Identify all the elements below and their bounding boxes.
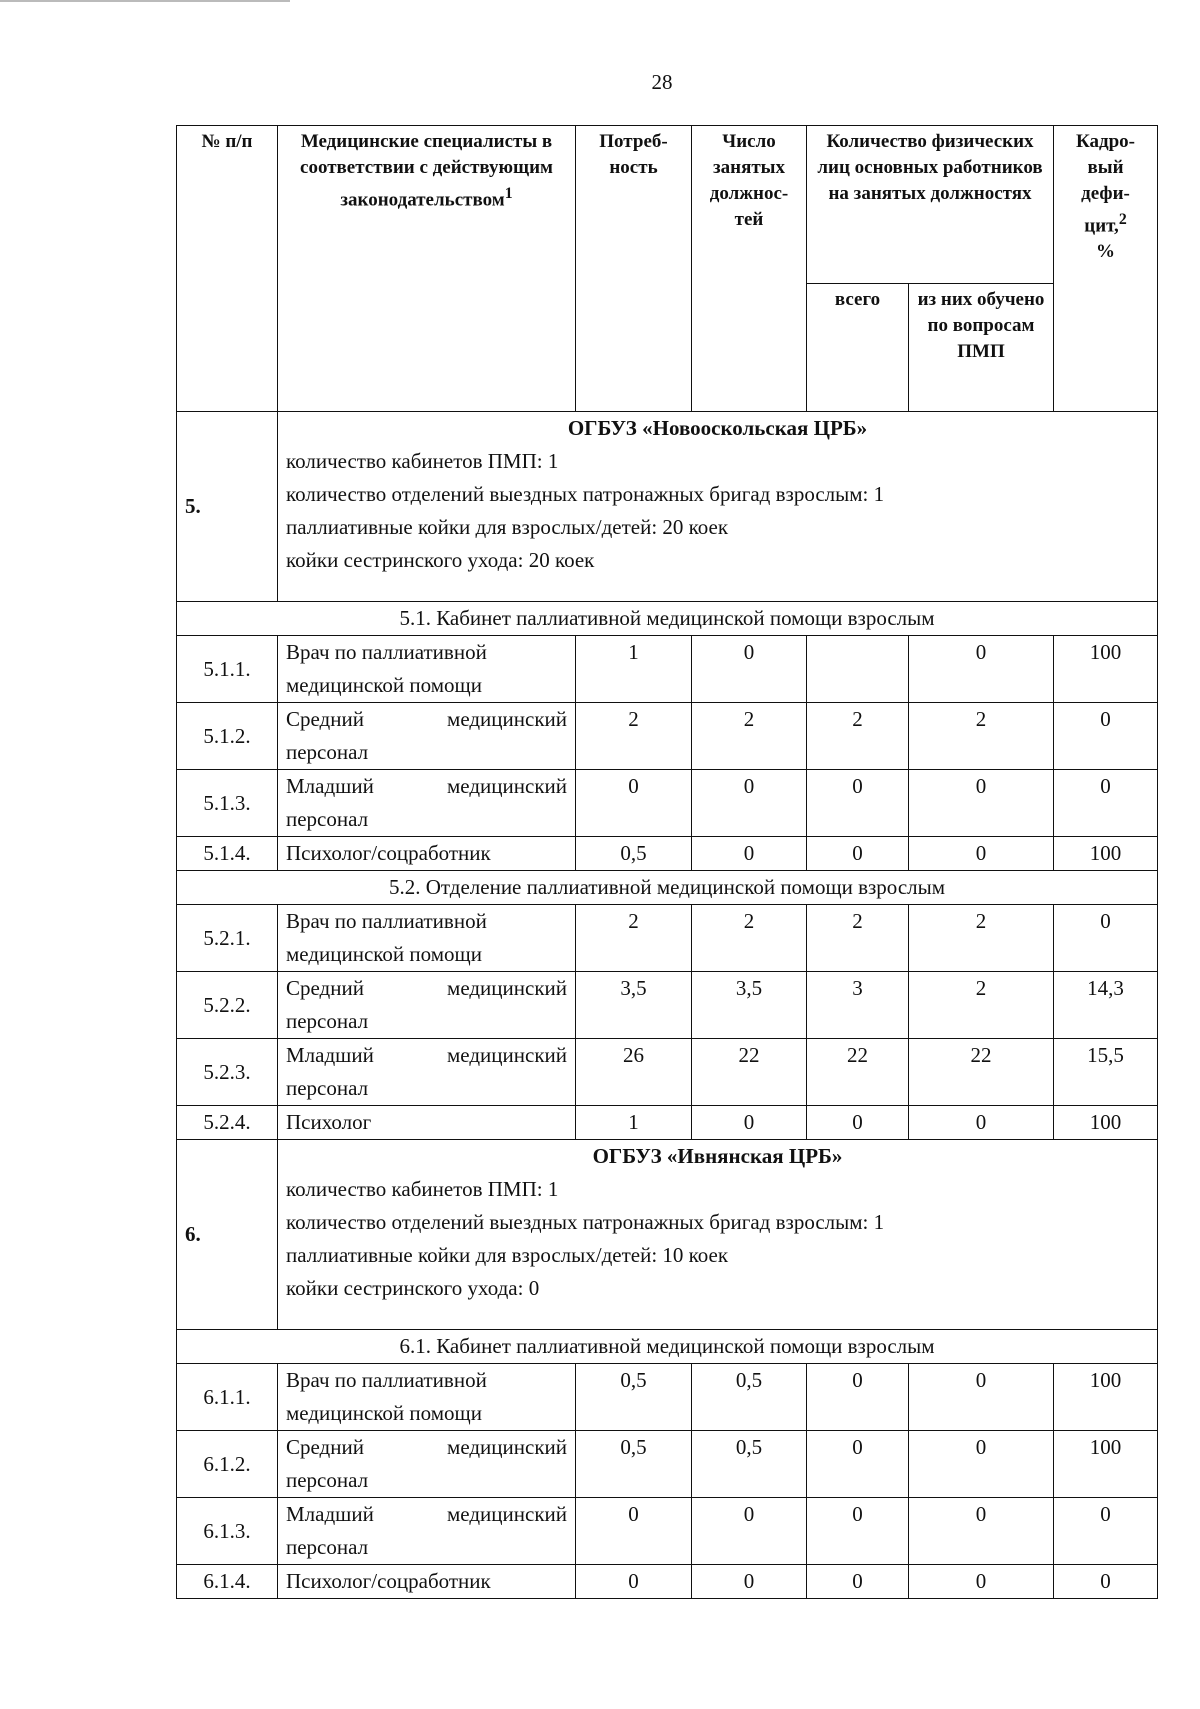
cell-occupied: 0 [692, 837, 807, 871]
cell-trained: 0 [909, 837, 1054, 871]
header-persons: Количество физических лиц основных работников на занятых должностях [807, 126, 1054, 284]
specialist-name [278, 1431, 576, 1498]
table-body [177, 412, 1158, 1599]
specialist-name [278, 1106, 576, 1140]
specialist-name-line: персонал [286, 1076, 369, 1100]
organization-info [278, 412, 1158, 602]
section-title: 5.2. Отделение паллиативной медицинской помощи взрослым [177, 871, 1158, 905]
scan-edge-line [0, 0, 290, 2]
cell-trained: 0 [909, 1431, 1054, 1498]
cell-trained: 2 [909, 703, 1054, 770]
cell-occupied: 2 [692, 905, 807, 972]
specialist-name-line: Средний медицинский [286, 1435, 567, 1459]
cell-deficit: 15,5 [1054, 1039, 1158, 1106]
cell-trained: 2 [909, 972, 1054, 1039]
cell-need: 0,5 [576, 1431, 692, 1498]
cell-deficit: 0 [1054, 1498, 1158, 1565]
cell-total: 2 [807, 703, 909, 770]
organization-row [177, 1140, 1158, 1330]
cell-total: 2 [807, 905, 909, 972]
specialist-name [278, 1498, 576, 1565]
organization-info-line: количество кабинетов ПМП: 1 [286, 449, 559, 473]
organization-info-line: количество отделений выездных патронажных бригад взрослым: 1 [286, 1210, 885, 1234]
row-number: 5.2.1. [177, 905, 278, 972]
cell-total: 0 [807, 837, 909, 871]
cell-trained: 2 [909, 905, 1054, 972]
table-row [177, 1498, 1158, 1565]
cell-deficit: 0 [1054, 770, 1158, 837]
cell-occupied: 0 [692, 636, 807, 703]
organization-name: ОГБУЗ «Новооскольская ЦРБ» [567, 416, 868, 440]
section-title-row [177, 1330, 1158, 1364]
cell-total: 0 [807, 770, 909, 837]
staffing-table [176, 125, 1158, 1599]
cell-total: 0 [807, 1364, 909, 1431]
row-number: 6.1.1. [177, 1364, 278, 1431]
organization-info-line: количество отделений выездных патронажных бригад взрослым: 1 [286, 482, 885, 506]
cell-deficit: 100 [1054, 1364, 1158, 1431]
specialist-name-line: медицинской помощи [286, 1401, 482, 1425]
specialist-name-line: Психолог/соцработник [286, 841, 491, 865]
cell-need: 1 [576, 636, 692, 703]
cell-total: 0 [807, 1565, 909, 1599]
table-row [177, 703, 1158, 770]
header-trained: из них обучено по вопросам ПМП [909, 284, 1054, 412]
row-number: 5.2.2. [177, 972, 278, 1039]
table-row [177, 1431, 1158, 1498]
specialist-name [278, 1039, 576, 1106]
cell-need: 2 [576, 703, 692, 770]
specialist-name [278, 703, 576, 770]
organization-name: ОГБУЗ «Ивнянская ЦРБ» [592, 1144, 843, 1168]
organization-number: 5. [177, 412, 278, 602]
specialist-name [278, 1565, 576, 1599]
cell-occupied: 3,5 [692, 972, 807, 1039]
cell-deficit: 14,3 [1054, 972, 1158, 1039]
specialist-name [278, 837, 576, 871]
specialist-name-line: Врач по паллиативной [286, 909, 487, 933]
table-row [177, 1565, 1158, 1599]
specialist-name-line: Младший медицинский [286, 1502, 567, 1526]
table-row [177, 770, 1158, 837]
cell-trained: 0 [909, 636, 1054, 703]
specialist-name-line: Психолог [286, 1110, 372, 1134]
specialist-name-line: медицинской помощи [286, 942, 482, 966]
cell-need: 0,5 [576, 1364, 692, 1431]
cell-deficit: 0 [1054, 1565, 1158, 1599]
cell-total: 0 [807, 1498, 909, 1565]
cell-total [807, 636, 909, 703]
cell-need: 2 [576, 905, 692, 972]
cell-occupied: 0,5 [692, 1431, 807, 1498]
cell-need: 0,5 [576, 837, 692, 871]
specialist-name-line: Младший медицинский [286, 1043, 567, 1067]
table-row [177, 972, 1158, 1039]
cell-need: 26 [576, 1039, 692, 1106]
cell-trained: 0 [909, 770, 1054, 837]
organization-info-line: паллиативные койки для взрослых/детей: 10 коек [286, 1243, 729, 1267]
cell-occupied: 0,5 [692, 1364, 807, 1431]
page-number: 28 [651, 70, 673, 94]
section-title: 5.1. Кабинет паллиативной медицинской помощи взрослым [177, 602, 1158, 636]
specialist-name-line: Средний медицинский [286, 976, 567, 1000]
specialist-name-line: Младший медицинский [286, 774, 567, 798]
cell-need: 1 [576, 1106, 692, 1140]
cell-occupied: 0 [692, 1106, 807, 1140]
table-row [177, 636, 1158, 703]
specialist-name-line: персонал [286, 1009, 369, 1033]
specialist-name-line: персонал [286, 807, 369, 831]
specialist-name-line: персонал [286, 740, 369, 764]
cell-deficit: 100 [1054, 636, 1158, 703]
table-row [177, 837, 1158, 871]
cell-deficit: 100 [1054, 1431, 1158, 1498]
specialist-name-line: Врач по паллиативной [286, 640, 487, 664]
cell-deficit: 0 [1054, 905, 1158, 972]
specialist-name [278, 1364, 576, 1431]
cell-total: 0 [807, 1106, 909, 1140]
table-row [177, 1106, 1158, 1140]
table-row [177, 905, 1158, 972]
row-number: 6.1.4. [177, 1565, 278, 1599]
table-row [177, 1039, 1158, 1106]
section-title: 6.1. Кабинет паллиативной медицинской помощи взрослым [177, 1330, 1158, 1364]
specialist-name-line: персонал [286, 1468, 369, 1492]
organization-info-line: койки сестринского ухода: 0 [286, 1276, 540, 1300]
specialist-name [278, 972, 576, 1039]
row-number: 6.1.2. [177, 1431, 278, 1498]
cell-need: 0 [576, 1498, 692, 1565]
cell-occupied: 2 [692, 703, 807, 770]
header-specialists: Медицинские специалисты в соответствии с действующим законодательством$^1$ [278, 126, 576, 412]
specialist-name [278, 770, 576, 837]
cell-deficit: 100 [1054, 837, 1158, 871]
row-number: 5.1.4. [177, 837, 278, 871]
row-number: 5.1.3. [177, 770, 278, 837]
organization-number: 6. [177, 1140, 278, 1330]
specialist-name-line: персонал [286, 1535, 369, 1559]
header-total: всего [807, 284, 909, 412]
cell-need: 0 [576, 1565, 692, 1599]
row-number: 5.2.3. [177, 1039, 278, 1106]
organization-info [278, 1140, 1158, 1330]
row-number: 5.1.2. [177, 703, 278, 770]
cell-occupied: 0 [692, 770, 807, 837]
table-header [177, 126, 1158, 412]
specialist-name-line: медицинской помощи [286, 673, 482, 697]
header-number: № п/п [177, 126, 278, 412]
row-number: 5.2.4. [177, 1106, 278, 1140]
section-title-row [177, 602, 1158, 636]
organization-row [177, 412, 1158, 602]
table-row [177, 1364, 1158, 1431]
section-title-row [177, 871, 1158, 905]
specialist-name-line: Врач по паллиативной [286, 1368, 487, 1392]
specialist-name [278, 905, 576, 972]
cell-trained: 22 [909, 1039, 1054, 1106]
cell-trained: 0 [909, 1498, 1054, 1565]
organization-info-line: паллиативные койки для взрослых/детей: 20 коек [286, 515, 729, 539]
cell-occupied: 22 [692, 1039, 807, 1106]
cell-trained: 0 [909, 1106, 1054, 1140]
cell-need: 0 [576, 770, 692, 837]
cell-occupied: 0 [692, 1565, 807, 1599]
cell-deficit: 100 [1054, 1106, 1158, 1140]
header-need: Потреб-ность [576, 126, 692, 412]
cell-occupied: 0 [692, 1498, 807, 1565]
cell-trained: 0 [909, 1565, 1054, 1599]
specialist-name-line: Средний медицинский [286, 707, 567, 731]
cell-total: 22 [807, 1039, 909, 1106]
organization-info-line: койки сестринского ухода: 20 коек [286, 548, 595, 572]
cell-trained: 0 [909, 1364, 1054, 1431]
cell-total: 3 [807, 972, 909, 1039]
cell-total: 0 [807, 1431, 909, 1498]
cell-need: 3,5 [576, 972, 692, 1039]
header-deficit: Кадро-вый дефи-цит,$^2$ % [1054, 126, 1158, 412]
organization-info-line: количество кабинетов ПМП: 1 [286, 1177, 559, 1201]
specialist-name-line: Психолог/соцработник [286, 1569, 491, 1593]
specialist-name [278, 636, 576, 703]
cell-deficit: 0 [1054, 703, 1158, 770]
header-occupied: Число занятых должнос-тей [692, 126, 807, 412]
row-number: 6.1.3. [177, 1498, 278, 1565]
row-number: 5.1.1. [177, 636, 278, 703]
